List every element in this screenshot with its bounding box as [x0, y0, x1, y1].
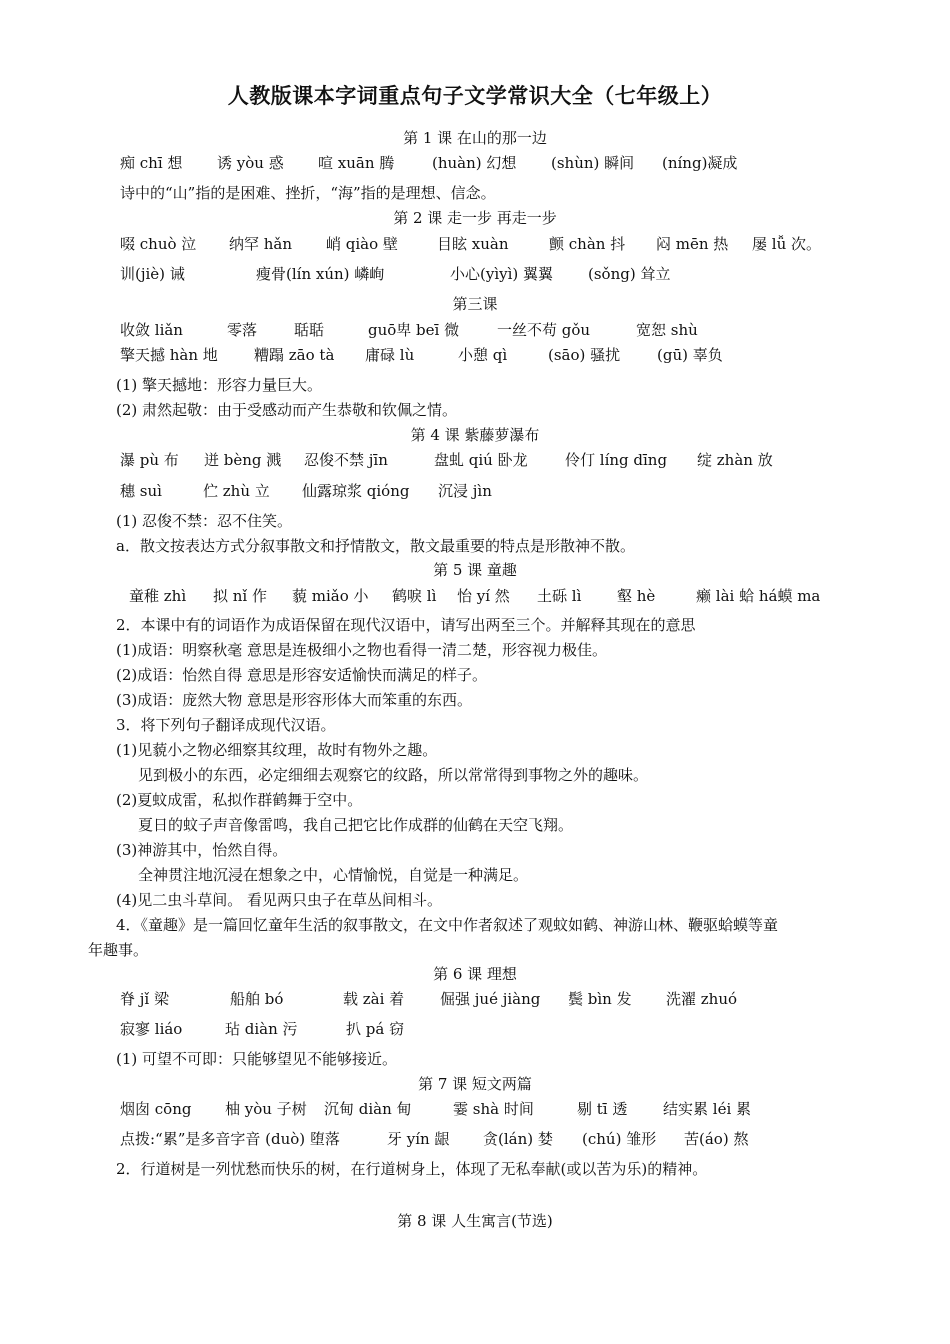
text-line: 4．《童趣》是一篇回忆童年生活的叙事散文，在文中作者叙述了观蚊如鹤、神游山林、鞭驱蛤蟆等童 — [116, 916, 779, 934]
vocab-item: 痴 chī 想 — [120, 154, 183, 172]
vocab-item: 童稚 zhì — [129, 587, 187, 605]
text-line: 全神贯注地沉浸在想象之中，心情愉悦，自觉是一种满足。 — [138, 866, 529, 884]
note-line: 2．行道树是一列忧愁而快乐的树，在行道树身上，体现了无私奉献(或以苦为乐)的精神。 — [116, 1160, 708, 1178]
lesson-1-note: 诗中的“山”指的是困难、挫折，“海”指的是理想、信念。 — [120, 184, 496, 202]
vocab-item: 盘虬 qiú 卧龙 — [434, 451, 528, 469]
vocab-item: 洗濯 zhuó — [666, 990, 738, 1008]
text-line: (3)神游其中，怡然自得。 — [116, 841, 288, 859]
vocab-item: 结实累 léi 累 — [663, 1100, 752, 1118]
vocab-item: 剔 tī 透 — [577, 1100, 628, 1118]
lesson-8-heading: 第 8 课 人生寓言(节选) — [397, 1212, 553, 1230]
vocab-item: 鬓 bìn 发 — [568, 990, 632, 1008]
vocab-item: 啜 chuò 泣 — [120, 235, 197, 253]
vocab-item: 小心(yìyì) 翼翼 — [450, 265, 554, 283]
vocab-item: 玷 diàn 污 — [225, 1020, 298, 1038]
text-line: (1)成语：明察秋毫 意思是连极细小之物也看得一清二楚，形容视力极佳。 — [116, 641, 608, 659]
vocab-item: 癞 lài 蛤 há蟆 ma — [696, 587, 821, 605]
vocab-item: (níng)凝成 — [662, 154, 738, 172]
vocab-item: 峭 qiào 壁 — [326, 235, 398, 253]
vocab-item: 闷 mēn 热 — [656, 235, 729, 253]
vocab-item: 柚 yòu 子树 — [225, 1100, 307, 1118]
vocab-item: 土砾 lì — [537, 587, 582, 605]
document-title: 人教版课本字词重点句子文学常识大全（七年级上） — [227, 84, 723, 108]
note-line: (1) 忍俊不禁：忍不住笑。 — [116, 512, 293, 530]
vocab-item: 寂寥 liáo — [120, 1020, 183, 1038]
vocab-item: 烟囱 cōng — [120, 1100, 192, 1118]
text-line: 2．本课中有的词语作为成语保留在现代汉语中，请写出两至三个。并解释其现在的意思 — [116, 616, 696, 634]
vocab-item: 忍俊不禁 jīn — [304, 451, 388, 469]
vocab-item: 贪(lán) 婪 — [483, 1130, 553, 1148]
vocab-item: 庸碌 lù — [365, 346, 415, 364]
text-line: 见到极小的东西，必定细细去观察它的纹路，所以常常得到事物之外的趣味。 — [138, 766, 649, 784]
vocab-item: 载 zài 着 — [343, 990, 405, 1008]
lesson-3-heading: 第三课 — [452, 295, 498, 313]
vocab-item: 拟 nǐ 作 — [213, 587, 267, 605]
lesson-5-heading: 第 5 课 童趣 — [433, 561, 517, 579]
vocab-item: 绽 zhàn 放 — [697, 451, 773, 469]
vocab-item: 训(jiè) 诫 — [120, 265, 185, 283]
vocab-item: 倔强 jué jiàng — [440, 990, 541, 1008]
vocab-item: 宽恕 shù — [636, 321, 698, 339]
vocab-item: 壑 hè — [617, 587, 656, 605]
vocab-item: 瘦骨(lín xún) 嶙峋 — [256, 265, 385, 283]
text-line: (3)成语：庞然大物 意思是形容形体大而笨重的东西。 — [116, 691, 473, 709]
text-line: (1)见藐小之物必细察其纹理，故时有物外之趣。 — [116, 741, 438, 759]
vocab-item: 藐 miǎo 小 — [292, 587, 369, 605]
vocab-item: 诱 yòu 惑 — [217, 154, 284, 172]
vocab-item: 伫 zhù 立 — [203, 482, 270, 500]
vocab-item: (gū) 辜负 — [657, 346, 723, 364]
vocab-item: 沉浸 jìn — [438, 482, 492, 500]
vocab-item: 脊 jǐ 梁 — [120, 990, 169, 1008]
vocab-item: 穗 suì — [120, 482, 162, 500]
vocab-item: 点拨:“累”是多音字音 (duò) 堕落 — [120, 1130, 340, 1148]
note-line: (1) 擎天撼地：形容力量巨大。 — [116, 376, 323, 394]
vocab-item: 怡 yí 然 — [457, 587, 510, 605]
vocab-item: 迸 bèng 溅 — [204, 451, 282, 469]
vocab-item: 鹤唳 lì — [392, 587, 437, 605]
vocab-item: 屡 lǚ 次。 — [752, 235, 821, 253]
lesson-4-heading: 第 4 课 紫藤萝瀑布 — [410, 426, 540, 444]
lesson-2-heading: 第 2 课 走一步 再走一步 — [393, 209, 557, 227]
vocab-item: (huàn) 幻想 — [432, 154, 517, 172]
text-line: 3．将下列句子翻译成现代汉语。 — [116, 716, 336, 734]
vocab-item: 糟蹋 zāo tà — [254, 346, 335, 364]
vocab-item: guō卑 beī 微 — [368, 321, 460, 339]
vocab-item: 船舶 bó — [230, 990, 284, 1008]
text-line: 年趣事。 — [88, 941, 149, 959]
vocab-item: (sāo) 骚扰 — [548, 346, 621, 364]
lesson-7-heading: 第 7 课 短文两篇 — [418, 1075, 532, 1093]
vocab-item: (sǒng) 耸立 — [588, 265, 671, 283]
vocab-item: (chú) 雏形 — [582, 1130, 657, 1148]
vocab-item: 聒聒 — [294, 321, 325, 339]
vocab-item: 零落 — [227, 321, 258, 339]
vocab-item: 目眩 xuàn — [437, 235, 509, 253]
vocab-item: 收敛 liǎn — [120, 321, 183, 339]
lesson-1-heading: 第 1 课 在山的那一边 — [403, 129, 547, 147]
lesson-6-heading: 第 6 课 理想 — [433, 965, 517, 983]
vocab-item: 苦(áo) 熬 — [684, 1130, 749, 1148]
text-line: (2)成语：怡然自得 意思是形容安适愉快而满足的样子。 — [116, 666, 488, 684]
vocab-item: 沉甸 diàn 甸 — [324, 1100, 412, 1118]
vocab-item: 仙露琼浆 qióng — [302, 482, 410, 500]
vocab-item: 小憩 qì — [458, 346, 508, 364]
vocab-item: 喧 xuān 腾 — [318, 154, 395, 172]
vocab-item: 霎 shà 时间 — [453, 1100, 534, 1118]
note-line: a．散文按表达方式分叙事散文和抒情散文，散文最重要的特点是形散神不散。 — [116, 537, 635, 555]
vocab-item: (shùn) 瞬间 — [551, 154, 635, 172]
vocab-item: 一丝不苟 gǒu — [497, 321, 591, 339]
vocab-item: 伶仃 líng dīng — [565, 451, 668, 469]
vocab-item: 颤 chàn 抖 — [549, 235, 626, 253]
text-line: (2)夏蚊成雷，私拟作群鹤舞于空中。 — [116, 791, 363, 809]
vocab-item: 瀑 pù 布 — [120, 451, 179, 469]
text-line: 夏日的蚊子声音像雷鸣，我自己把它比作成群的仙鹤在天空飞翔。 — [138, 816, 574, 834]
vocab-item: 扒 pá 窃 — [346, 1020, 405, 1038]
vocab-item: 擎天撼 hàn 地 — [120, 346, 218, 364]
text-line: (4)见二虫斗草间。 看见两只虫子在草丛间相斗。 — [116, 891, 443, 909]
note-line: (1) 可望不可即：只能够望见不能够接近。 — [116, 1050, 398, 1068]
note-line: (2) 肃然起敬：由于受感动而产生恭敬和钦佩之情。 — [116, 401, 458, 419]
vocab-item: 纳罕 hǎn — [229, 235, 293, 253]
vocab-item: 牙 yín 龈 — [387, 1130, 450, 1148]
